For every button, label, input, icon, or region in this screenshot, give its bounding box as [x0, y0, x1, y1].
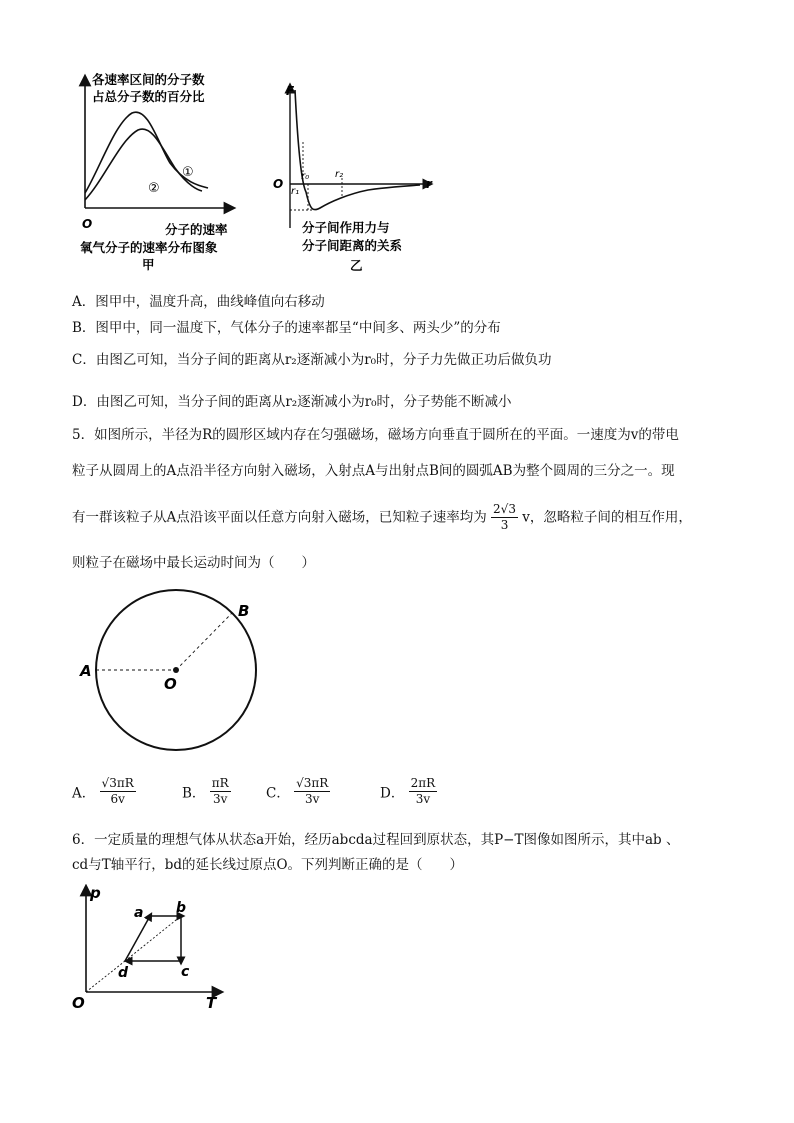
t-axis-label: T [206, 994, 217, 1012]
q5-line-3 [72, 502, 692, 533]
point-d-label: d [118, 965, 129, 981]
q5-option-a: A． $\frac{√3\pi R}{6v}$ [72, 776, 134, 806]
r0-label: r₀ [301, 171, 310, 182]
x-axis-label: r [426, 177, 432, 191]
point-b-label: b [176, 900, 187, 916]
force-distance-figure [268, 80, 438, 280]
origin-label: O [273, 177, 284, 191]
q5-line-1: 5．如图所示，半径为R的圆形区域内存在匀强磁场，磁场方向垂直于圆所在的平面。一速度为v的带电 [72, 427, 679, 443]
q4-option-c: C．由图乙可知，当分子间的距离从r₂逐渐减小为r₀时，分子力先做正功后做负功 [72, 352, 552, 368]
force-curve [295, 90, 420, 210]
q4-option-a: A．图甲中，温度升高，曲线峰值向右移动 [72, 294, 325, 310]
r1-label: r₁ [291, 186, 300, 197]
q4-option-b: B．图甲中，同一温度下，气体分子的速率都呈“中间多、两头少”的分布 [72, 320, 501, 336]
speed-fraction [491, 502, 518, 533]
r2-label: r₂ [335, 169, 344, 180]
point-b-label: B [238, 602, 250, 620]
caption-2: 甲 [142, 257, 155, 272]
q5-option-c: C． $\frac{√3\pi R}{3v}$ [266, 776, 329, 806]
q6-line-2: cd与T轴平行，bd的延长线过原点O。下列判断正确的是（ ） [72, 857, 464, 873]
p-t-diagram [68, 884, 228, 1012]
curve-2-label: ② [148, 181, 160, 196]
caption-1: 氧气分子的速率分布图象 [80, 240, 218, 255]
q6-line-1: 6．一定质量的理想气体从状态a开始，经历abcda过程回到原状态，其P−T图像如图所示，其中ab 、 [72, 832, 680, 848]
speed-den: 3 [500, 518, 509, 532]
point-a-label: a [134, 905, 144, 921]
speed-num: 2√3 [493, 502, 516, 516]
q5-line-4: 则粒子在磁场中最长运动时间为（ ） [72, 555, 315, 571]
y-axis-label: F [286, 84, 295, 98]
magnetic-field-circle-figure [72, 588, 272, 758]
ylabel-1: 各速率区间的分子数 [92, 72, 205, 87]
q5-line-3-post: v，忽略粒子间的相互作用， [522, 509, 692, 526]
q5-option-d: D． $\frac{2\pi R}{3v}$ [380, 776, 436, 806]
ylabel-2: 占总分子数的百分比 [92, 89, 205, 104]
point-a-label: A [80, 662, 92, 680]
origin-label: O [72, 994, 85, 1012]
point-c-label: c [181, 964, 190, 980]
speed-distribution-figure [70, 68, 240, 278]
origin-label: O [82, 217, 93, 231]
p-axis-label: p [90, 884, 101, 902]
q4-option-d: D．由图乙可知，当分子间的距离从r₂逐渐减小为r₀时，分子势能不断减小 [72, 394, 512, 410]
caption-3: 乙 [350, 258, 363, 273]
q5-line-3-pre: 有一群该粒子从A点沿该平面以任意方向射入磁场，已知粒子速率均为 [72, 509, 487, 526]
caption-1: 分子间作用力与 [302, 220, 390, 235]
curve-1 [85, 112, 208, 193]
xlabel: 分子的速率 [165, 222, 228, 237]
point-o-label: O [164, 675, 177, 693]
q5-line-2: 粒子从圆周上的A点沿半径方向射入磁场，入射点A与出射点B间的圆弧AB为整个圆周的三分之一。现 [72, 463, 675, 479]
q5-option-b: B． $\frac{\pi R}{3v}$ [182, 776, 229, 806]
caption-2: 分子间距离的关系 [302, 238, 403, 253]
curve-1-label: ① [182, 165, 194, 180]
